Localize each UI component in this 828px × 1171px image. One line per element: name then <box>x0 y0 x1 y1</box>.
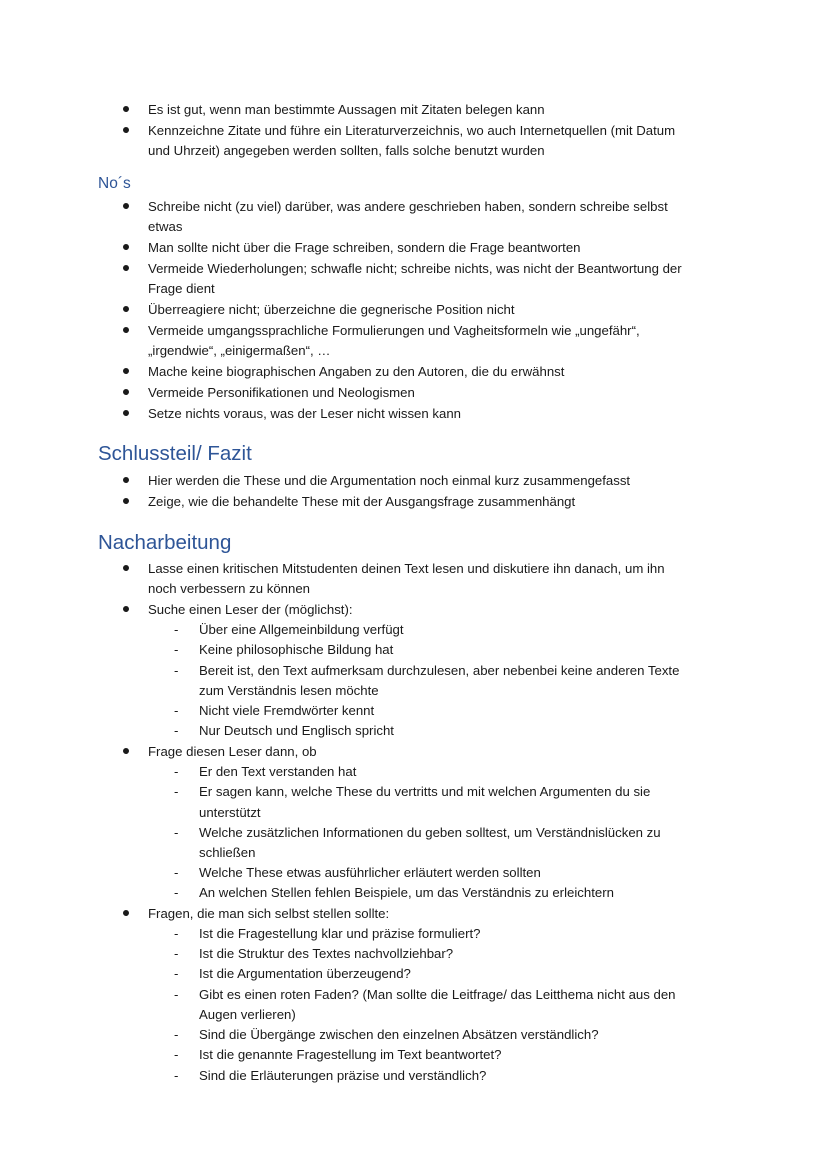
list-item: Schreibe nicht (zu viel) darüber, was andere geschrieben haben, sondern schreibe selbst <box>148 199 668 214</box>
dash-marker: - <box>174 642 179 657</box>
bullet-icon <box>123 106 129 112</box>
dash-marker: - <box>174 1047 179 1062</box>
sub-list-item: Ist die Argumentation überzeugend? <box>199 966 411 981</box>
dash-marker: - <box>174 865 179 880</box>
list-item: Lasse einen kritischen Mitstudenten deinen Text lesen und diskutiere ihn danach, um ihn <box>148 561 665 576</box>
bullet-icon <box>123 203 129 209</box>
bullet-icon <box>123 910 129 916</box>
sub-list-item: Sind die Erläuterungen präzise und verständlich? <box>199 1068 487 1083</box>
sub-list-item: An welchen Stellen fehlen Beispiele, um das Verständnis zu erleichtern <box>199 885 614 900</box>
sub-list-item-continuation: Augen verlieren) <box>199 1007 296 1022</box>
list-item: Kennzeichne Zitate und führe ein Literaturverzeichnis, wo auch Internetquellen (mit Datum <box>148 123 676 138</box>
sub-list-item: Er sagen kann, welche These du vertritts und mit welchen Argumenten du sie <box>199 784 651 799</box>
dash-marker: - <box>174 622 179 637</box>
sub-list-item-continuation: schließen <box>199 845 256 860</box>
dash-marker: - <box>174 764 179 779</box>
list-item: Setze nichts voraus, was der Leser nicht wissen kann <box>148 406 461 421</box>
sub-list-item: Gibt es einen roten Faden? (Man sollte die Leitfrage/ das Leitthema nicht aus den <box>199 987 676 1002</box>
sub-list-item: Sind die Übergänge zwischen den einzelnen Absätzen verständlich? <box>199 1027 599 1042</box>
section-heading-nacharbeitung: Nacharbeitung <box>98 531 232 554</box>
dash-marker: - <box>174 987 179 1002</box>
bullet-icon <box>123 327 129 333</box>
sub-list-item: Ist die genannte Fragestellung im Text beantwortet? <box>199 1047 502 1062</box>
list-item: Überreagiere nicht; überzeichne die gegnerische Position nicht <box>148 302 515 317</box>
sub-list-item-continuation: zum Verständnis lesen möchte <box>199 683 379 698</box>
sub-list-item: Ist die Fragestellung klar und präzise formuliert? <box>199 926 481 941</box>
dash-marker: - <box>174 946 179 961</box>
bullet-icon <box>123 565 129 571</box>
sub-list-item: Keine philosophische Bildung hat <box>199 642 394 657</box>
list-item-continuation: und Uhrzeit) angegeben werden sollten, falls solche benutzt wurden <box>148 143 545 158</box>
bullet-icon <box>123 498 129 504</box>
bullet-icon <box>123 410 129 416</box>
list-item: Es ist gut, wenn man bestimmte Aussagen mit Zitaten belegen kann <box>148 102 545 117</box>
section-heading-nos: No´s <box>98 175 131 192</box>
sub-list-item: Über eine Allgemeinbildung verfügt <box>199 622 404 637</box>
list-item: Vermeide Personifikationen und Neologismen <box>148 385 415 400</box>
section-heading-schlussteil: Schlussteil/ Fazit <box>98 442 252 465</box>
dash-marker: - <box>174 1068 179 1083</box>
sub-list-item: Ist die Struktur des Textes nachvollziehbar? <box>199 946 454 961</box>
list-item: Zeige, wie die behandelte These mit der Ausgangsfrage zusammenhängt <box>148 494 576 509</box>
dash-marker: - <box>174 926 179 941</box>
bullet-icon <box>123 127 129 133</box>
bullet-icon <box>123 306 129 312</box>
dash-marker: - <box>174 825 179 840</box>
list-item: Mache keine biographischen Angaben zu den Autoren, die du erwähnst <box>148 364 565 379</box>
list-item: Vermeide umgangssprachliche Formulierungen und Vagheitsformeln wie „ungefähr“, <box>148 323 640 338</box>
sub-list-item: Bereit ist, den Text aufmerksam durchzulesen, aber nebenbei keine anderen Texte <box>199 663 680 678</box>
bullet-icon <box>123 244 129 250</box>
list-item: Fragen, die man sich selbst stellen sollte: <box>148 906 390 921</box>
dash-marker: - <box>174 703 179 718</box>
list-item-continuation: Frage dient <box>148 281 215 296</box>
bullet-icon <box>123 606 129 612</box>
bullet-icon <box>123 265 129 271</box>
sub-list-item: Welche These etwas ausführlicher erläutert werden sollten <box>199 865 541 880</box>
list-item-continuation: etwas <box>148 219 183 234</box>
dash-marker: - <box>174 966 179 981</box>
bullet-icon <box>123 748 129 754</box>
dash-marker: - <box>174 723 179 738</box>
list-item: Vermeide Wiederholungen; schwafle nicht; schreibe nichts, was nicht der Beantwortung der <box>148 261 682 276</box>
dash-marker: - <box>174 885 179 900</box>
dash-marker: - <box>174 663 179 678</box>
sub-list-item: Welche zusätzlichen Informationen du geben solltest, um Verständnislücken zu <box>199 825 661 840</box>
dash-marker: - <box>174 784 179 799</box>
list-item-continuation: „irgendwie“, „einigermaßen“, … <box>148 343 331 358</box>
sub-list-item: Nur Deutsch und Englisch spricht <box>199 723 394 738</box>
list-item: Frage diesen Leser dann, ob <box>148 744 317 759</box>
bullet-icon <box>123 368 129 374</box>
sub-list-item: Er den Text verstanden hat <box>199 764 357 779</box>
sub-list-item: Nicht viele Fremdwörter kennt <box>199 703 375 718</box>
sub-list-item-continuation: unterstützt <box>199 805 261 820</box>
list-item: Man sollte nicht über die Frage schreiben, sondern die Frage beantworten <box>148 240 581 255</box>
list-item-continuation: noch verbessern zu können <box>148 581 311 596</box>
list-item: Suche einen Leser der (möglichst): <box>148 602 353 617</box>
bullet-icon <box>123 477 129 483</box>
dash-marker: - <box>174 1027 179 1042</box>
bullet-icon <box>123 389 129 395</box>
list-item: Hier werden die These und die Argumentation noch einmal kurz zusammengefasst <box>148 473 631 488</box>
